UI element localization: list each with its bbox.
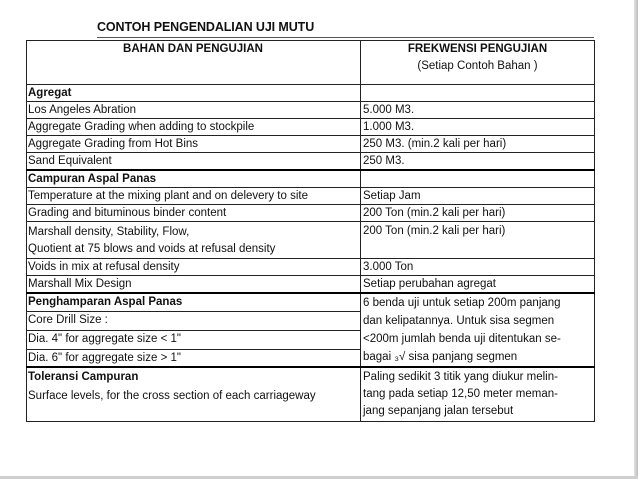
section-row-toleransi xyxy=(27,367,595,422)
title-underline xyxy=(97,37,594,38)
test-line-1: Marshall density, Stability, Flow, xyxy=(28,226,190,238)
freq-cell: 3.000 Ton xyxy=(361,259,595,276)
test-cell: Dia. 4" for aggregate size < 1" xyxy=(27,331,361,350)
freq-line: <200m jumlah benda uji ditentukan se- xyxy=(363,333,561,345)
freq-line: tang pada setiap 12,50 meter meman- xyxy=(363,388,558,400)
test-cell: Aggregate Grading when adding to stockpile xyxy=(27,119,361,136)
freq-line: dan kelipatannya. Untuk sisa segmen xyxy=(363,315,555,327)
table-row xyxy=(27,102,595,119)
penghamparan-freq-cell xyxy=(361,293,595,367)
test-cell: Dia. 6" for aggregate size > 1" xyxy=(27,350,361,368)
section-label-campuran: Campuran Aspal Panas xyxy=(27,170,361,188)
toleransi-freq-cell xyxy=(361,367,595,422)
table-row xyxy=(27,276,595,294)
test-cell: Sand Equivalent xyxy=(27,153,361,171)
header-col1-label: BAHAN DAN PENGUJIAN xyxy=(123,43,263,55)
table-row xyxy=(27,136,595,153)
table-row xyxy=(27,119,595,136)
freq-cell: 1.000 M3. xyxy=(361,119,595,136)
section-label-agregat: Agregat xyxy=(27,85,361,102)
test-cell: Core Drill Size : xyxy=(27,312,361,331)
freq-cell: 250 M3. xyxy=(361,153,595,171)
freq-cell: 5.000 M3. xyxy=(361,102,595,119)
freq-cell: 200 Ton (min.2 kali per hari) xyxy=(361,205,595,222)
section-label-toleransi: Toleransi Campuran xyxy=(28,371,139,383)
table-row xyxy=(27,188,595,205)
section-label-penghamparan: Penghamparan Aspal Panas xyxy=(27,293,361,312)
test-cell-multiline xyxy=(27,222,361,259)
section-freq-empty xyxy=(361,85,595,102)
table-header-row xyxy=(27,41,595,85)
test-cell: Marshall Mix Design xyxy=(27,276,361,294)
test-cell: Grading and bituminous binder content xyxy=(27,205,361,222)
freq-line: Paling sedikit 3 titik yang diukur melin- xyxy=(363,371,558,383)
test-cell: Aggregate Grading from Hot Bins xyxy=(27,136,361,153)
slide-frame-right xyxy=(634,0,638,479)
freq-line: 6 benda uji untuk setiap 200m panjang xyxy=(363,297,561,309)
test-line-2: Quotient at 75 blows and voids at refusal density xyxy=(28,243,276,255)
table-row xyxy=(27,153,595,171)
header-materials-tests xyxy=(27,41,361,85)
table-row xyxy=(27,259,595,276)
freq-cell: Setiap Jam xyxy=(361,188,595,205)
table-row xyxy=(27,222,595,259)
table-row xyxy=(27,205,595,222)
section-row-penghamparan xyxy=(27,293,595,312)
section-row-campuran xyxy=(27,170,595,188)
toleransi-test-text: Surface levels, for the cross section of each carriageway xyxy=(28,390,316,402)
quality-control-table xyxy=(26,40,595,422)
toleransi-test-cell xyxy=(27,367,361,422)
test-cell: Los Angeles Abration xyxy=(27,102,361,119)
freq-cell: 200 Ton (min.2 kali per hari) xyxy=(361,222,595,259)
page-title: CONTOH PENGENDALIAN UJI MUTU xyxy=(97,20,315,34)
freq-cell: Setiap perubahan agregat xyxy=(361,276,595,294)
freq-cell: 250 M3. (min.2 kali per hari) xyxy=(361,136,595,153)
test-cell: Voids in mix at refusal density xyxy=(27,259,361,276)
freq-line: jang sepanjang jalan tersebut xyxy=(363,405,514,417)
header-frequency xyxy=(361,41,595,85)
header-col2-label: FREKWENSI PENGUJIAN xyxy=(407,43,548,55)
test-cell: Temperature at the mixing plant and on delevery to site xyxy=(27,188,361,205)
section-row-agregat xyxy=(27,85,595,102)
section-freq-empty xyxy=(361,170,595,188)
freq-line: bagai ₃√ sisa panjang segmen xyxy=(363,351,518,363)
header-col2-sub: (Setiap Contoh Bahan ) xyxy=(417,60,538,72)
